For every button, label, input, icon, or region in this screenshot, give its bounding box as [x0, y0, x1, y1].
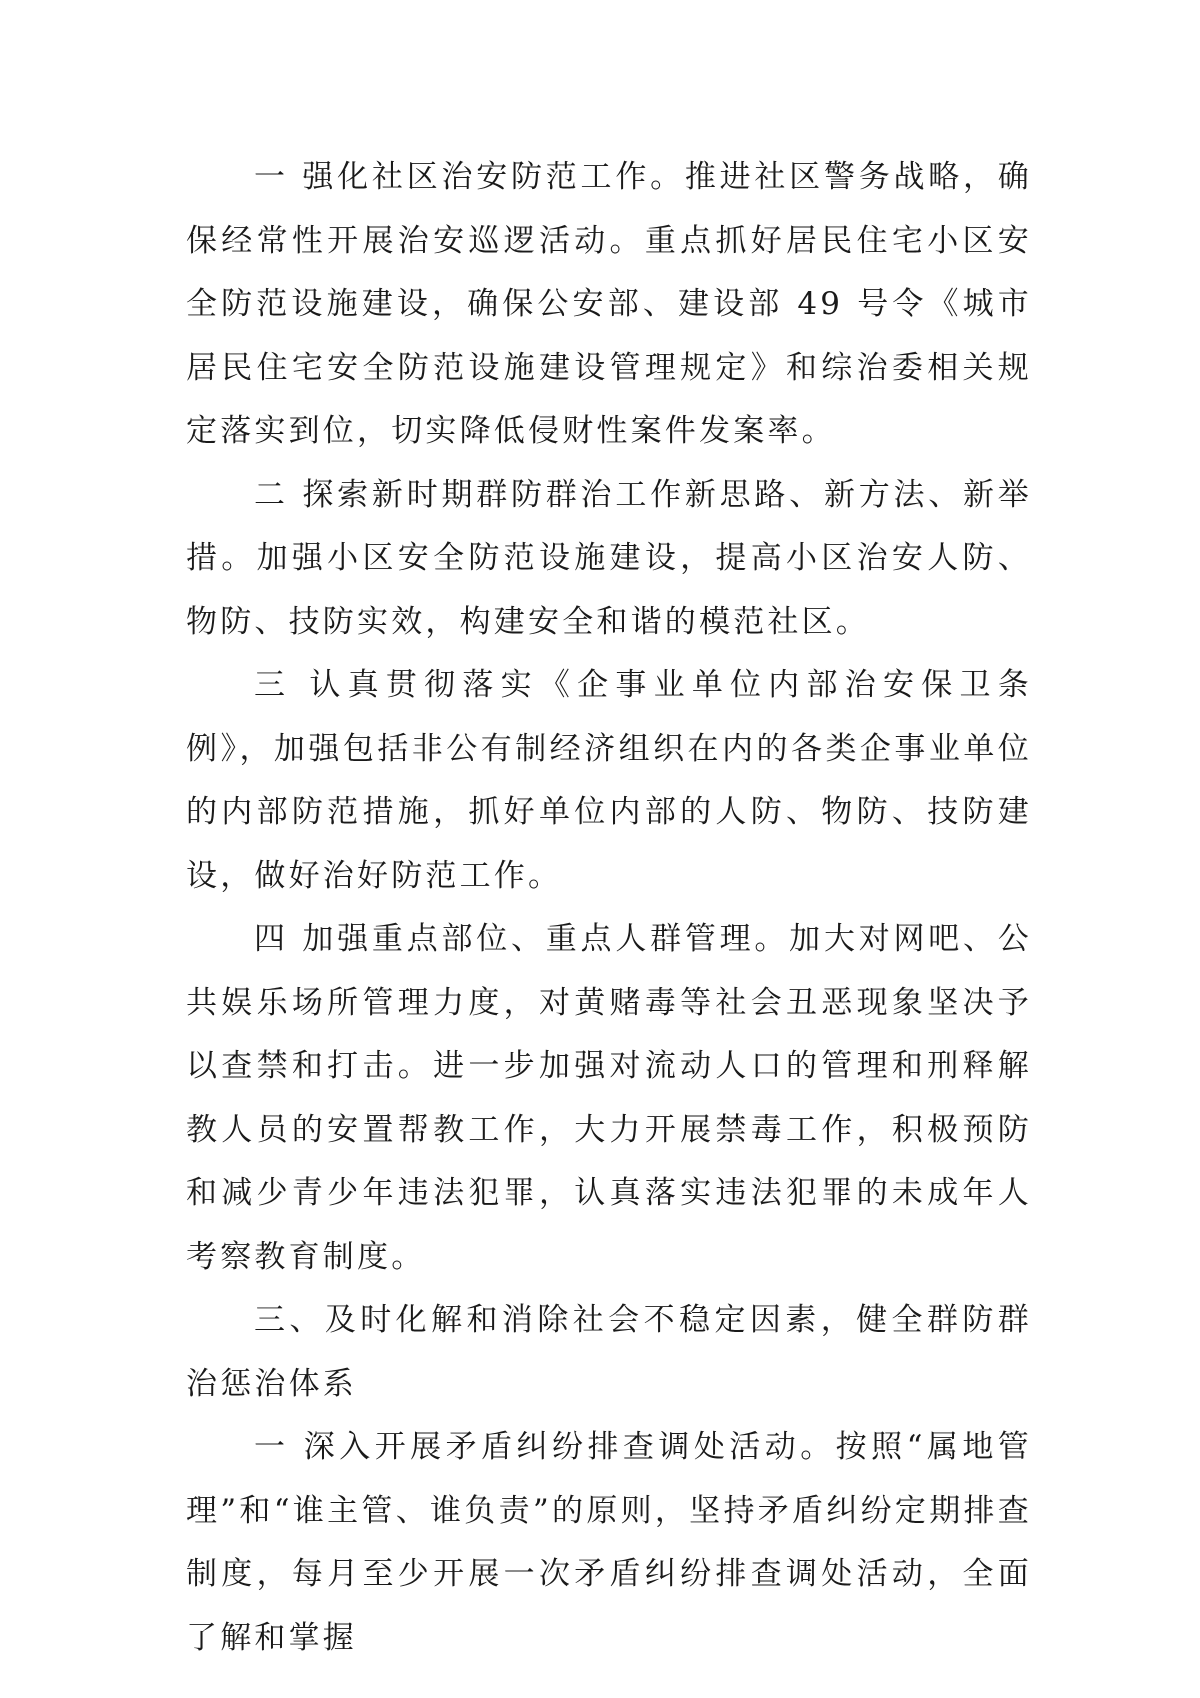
- paragraph-community-security: 一 强化社区治安防范工作。推进社区警务战略，确保经常性开展治安巡逻活动。重点抓好居民住宅小区安全防范设施建设，确保公安部、建设部 49 号令《城市居民住宅安全防范设施建设管理规定》和综治委相关规定落实到位，切实降低侵财性案件发案率。: [186, 159, 1032, 449]
- paragraph-key-groups-management: 四 加强重点部位、重点人群管理。加大对网吧、公共娱乐场所管理力度，对黄赌毒等社会丑恶现象坚决予以查禁和打击。进一步加强对流动人口的管理和刑释解教人员的安置帮教工作，大力开展禁毒工作，积极预防和减少青少年违法犯罪，认真落实违法犯罪的未成年人考察教育制度。: [186, 921, 1032, 1275]
- paragraph-mass-prevention-methods: 二 探索新时期群防群治工作新思路、新方法、新举措。加强小区安全防范设施建设，提高小区治安人防、物防、技防实效，构建安全和谐的模范社区。: [186, 476, 1032, 640]
- document-body: [186, 146, 1032, 1670]
- section-heading-social-stability: 三、及时化解和消除社会不稳定因素，健全群防群治惩治体系: [186, 1302, 1032, 1402]
- paragraph-dispute-investigation: 一 深入开展矛盾纠纷排查调处活动。按照“属地管理”和“谁主管、谁负责”的原则，坚持矛盾纠纷定期排查制度，每月至少开展一次矛盾纠纷排查调处活动，全面了解和掌握: [186, 1429, 1032, 1656]
- paragraph-enterprise-security-regulations: 三 认真贯彻落实《企事业单位内部治安保卫条例》，加强包括非公有制经济组织在内的各类企事业单位的内部防范措施，抓好单位内部的人防、物防、技防建设，做好治好防范工作。: [186, 667, 1032, 894]
